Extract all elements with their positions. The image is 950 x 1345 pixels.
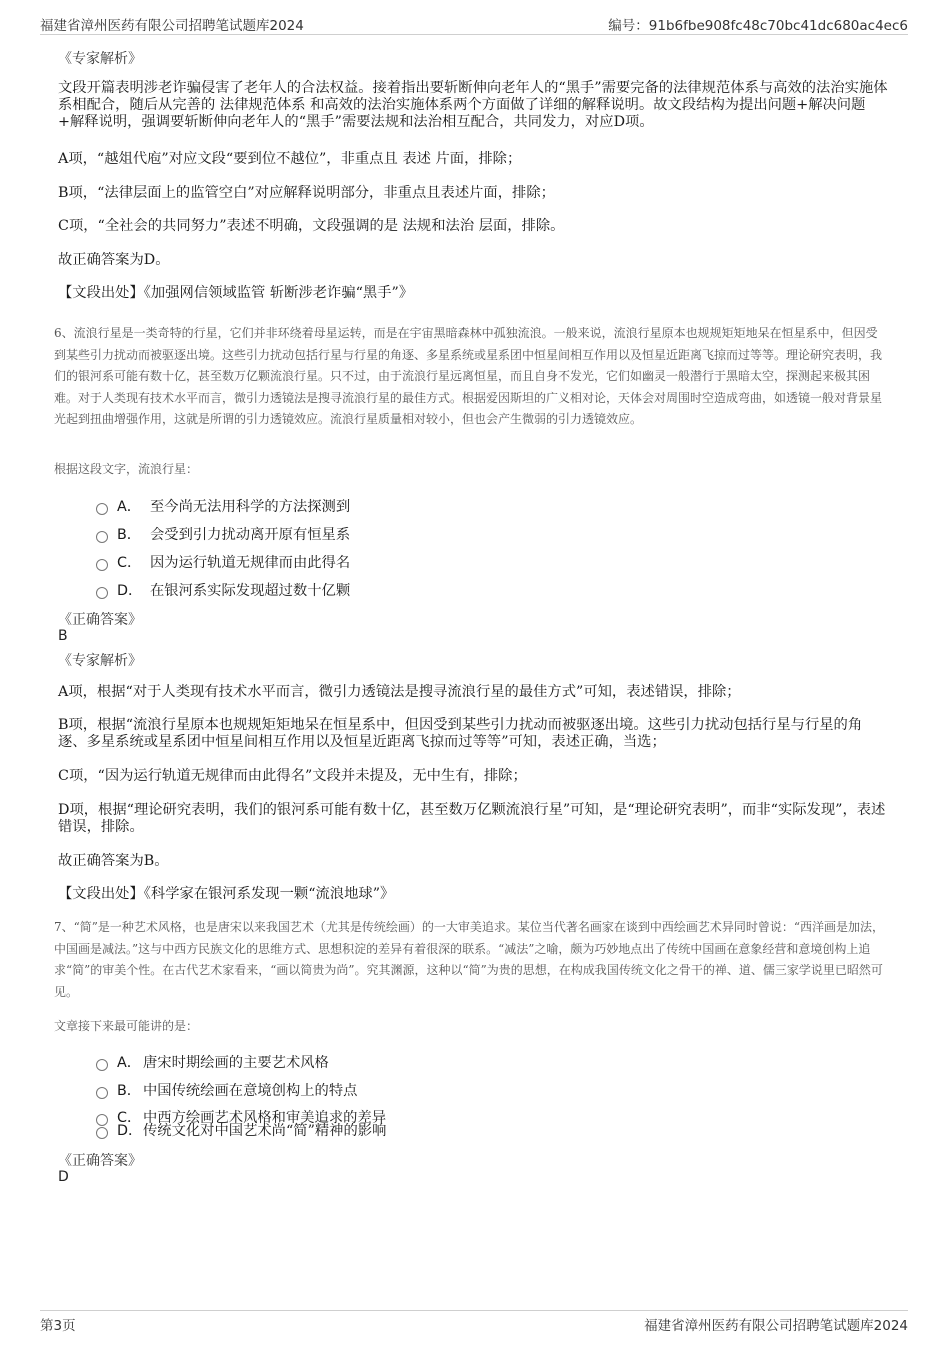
q7-option-b[interactable]: B． 中国传统绘画在意境创构上的特点	[96, 1080, 357, 1098]
answer-value: B	[58, 628, 68, 644]
radio-icon[interactable]	[96, 1059, 108, 1071]
radio-icon[interactable]	[96, 559, 108, 571]
analysis-option-a: A项，“越俎代庖”对应文段“要到位不越位”，非重点且 表述 片面，排除；	[58, 151, 522, 167]
q7-option-d[interactable]: D．传统文化对中国艺术尚“简”精神的影响	[96, 1120, 386, 1138]
analysis-option-d: D项，根据“理论研究表明，我们的银河系可能有数十亿，甚至数万亿颗流浪行星”可知，是“理论研究表明”，而非“实际发现”，表述错误，排除。	[58, 802, 886, 835]
analysis-heading: 《专家解析》	[58, 653, 142, 669]
analysis-conclusion: 故正确答案为D。	[58, 252, 170, 268]
source-citation: 【文段出处】《加强网信领域监管 斩断涉老诈骗“黑手”》	[58, 285, 414, 301]
q6-option-c[interactable]: C． 因为运行轨道无规律而由此得名	[96, 552, 350, 570]
q6-option-d[interactable]: D． 在银河系实际发现超过数十亿颗	[96, 580, 350, 598]
question-6-passage: 6、流浪行星是一类奇特的行星，它们并非环绕着母星运转，而是在宇宙黑暗森林中孤独流浪。一般来说，流浪行星原本也规规矩矩地呆在恒星系中，但因受到某些引力扰动而被驱逐出境。这些引力扰动包括行星与行星的角逐、多星系统或星系团中恒星间相互作用以及恒星近距离飞掠而过等等。理论研究表明，我们的银河系可能有数十亿，甚至数万亿颗流浪行星。只不过，由于流浪行星远离恒星，而且自身不发光，它们如幽灵一般潜行于黑暗太空，探测起来极其困难。对于人类现有技术水平而言，微引力透镜法是搜寻流浪行星的最佳方式。根据爱因斯坦的广义相对论，天体会对周围时空造成弯曲，如透镜一般对背景星光起到扭曲增强作用，这就是所谓的引力透镜效应。流浪行星质量相对较小，但也会产生微弱的引力透镜效应。	[54, 326, 883, 426]
analysis-option-a: A项，根据“对于人类现有技术水平而言，微引力透镜法是搜寻流浪行星的最佳方式”可知，表述错误，排除；	[58, 684, 741, 700]
answer-value: D	[58, 1169, 69, 1185]
analysis-option-c: C项，“因为运行轨道无规律而由此得名”文段并未提及，无中生有，排除；	[58, 768, 527, 784]
q7-option-c[interactable]: C． 中西方绘画艺术风格和审美追求的差异	[96, 1107, 386, 1125]
q7-option-a[interactable]: A． 唐宋时期绘画的主要艺术风格	[96, 1052, 329, 1070]
source-citation: 【文段出处】《科学家在银河系发现一颗“流浪地球”》	[58, 886, 395, 902]
answer-heading: 《正确答案》	[58, 612, 142, 628]
radio-icon[interactable]	[96, 531, 108, 543]
page-number: 第3页	[40, 1318, 76, 1334]
radio-icon[interactable]	[96, 1087, 108, 1099]
header-doc-id: 编号：91b6fbe908fc48c70bc41dc680ac4ec6	[608, 18, 908, 34]
header-title: 福建省漳州医药有限公司招聘笔试题库2024	[40, 18, 304, 34]
analysis-option-b: B项，根据“流浪行星原本也规规矩矩地呆在恒星系中，但因受到某些引力扰动而被驱逐出境。这些引力扰动包括行星与行星的角逐、多星系统或星系团中恒星间相互作用以及恒星近距离飞掠而过等等”可知，表述正确，当选；	[58, 717, 863, 750]
question-7-passage: 7、“简”是一种艺术风格，也是唐宋以来我国艺术（尤其是传统绘画）的一大审美追求。某位当代著名画家在谈到中西绘画艺术异同时曾说：“西洋画是加法，中国画是减法。”这与中西方民族文化的思维方式、思想积淀的差异有着很深的联系。“减法”之喻，颇为巧妙地点出了传统中国画在意象经营和意境创构上追求“简”的审美个性。在古代艺术家看来，“画以简贵为尚”。究其渊源，这种以“简”为贵的思想，在构成我国传统文化之骨干的禅、道、儒三家学说里已昭然可见。	[54, 920, 885, 999]
analysis-heading: 《专家解析》	[58, 51, 142, 67]
q6-option-b[interactable]: B． 会受到引力扰动离开原有恒星系	[96, 524, 350, 542]
question-7-stem: 文章接下来最可能讲的是：	[54, 1019, 199, 1033]
page-header	[40, 12, 908, 35]
analysis-paragraph: 文段开篇表明涉老诈骗侵害了老年人的合法权益。接着指出要斩断伸向老年人的“黑手”需要完备的法律规范体系与高效的法治实施体系相配合，随后从完善的 法律规范体系 和高效的法治实施体系两个方面做了详细的解释说明。故文段结构为提出问题+解决问题+解释说明，强调要斩断伸向老年人的“黑手”需要法规和法治相互配合，共同发力，对应D项。	[58, 80, 888, 130]
page-footer	[40, 1310, 908, 1334]
radio-icon[interactable]	[96, 587, 108, 599]
question-6-stem: 根据这段文字，流浪行星：	[54, 462, 199, 476]
radio-icon[interactable]	[96, 1127, 108, 1139]
answer-heading: 《正确答案》	[58, 1153, 142, 1169]
analysis-option-c: C项，“全社会的共同努力”表述不明确，文段强调的是 法规和法治 层面，排除。	[58, 218, 565, 234]
analysis-conclusion: 故正确答案为B。	[58, 853, 169, 869]
analysis-option-b: B项，“法律层面上的监管空白”对应解释说明部分，非重点且表述片面，排除；	[58, 185, 555, 201]
radio-icon[interactable]	[96, 503, 108, 515]
footer-title: 福建省漳州医药有限公司招聘笔试题库2024	[644, 1318, 908, 1334]
q6-option-a[interactable]: A． 至今尚无法用科学的方法探测到	[96, 496, 350, 514]
